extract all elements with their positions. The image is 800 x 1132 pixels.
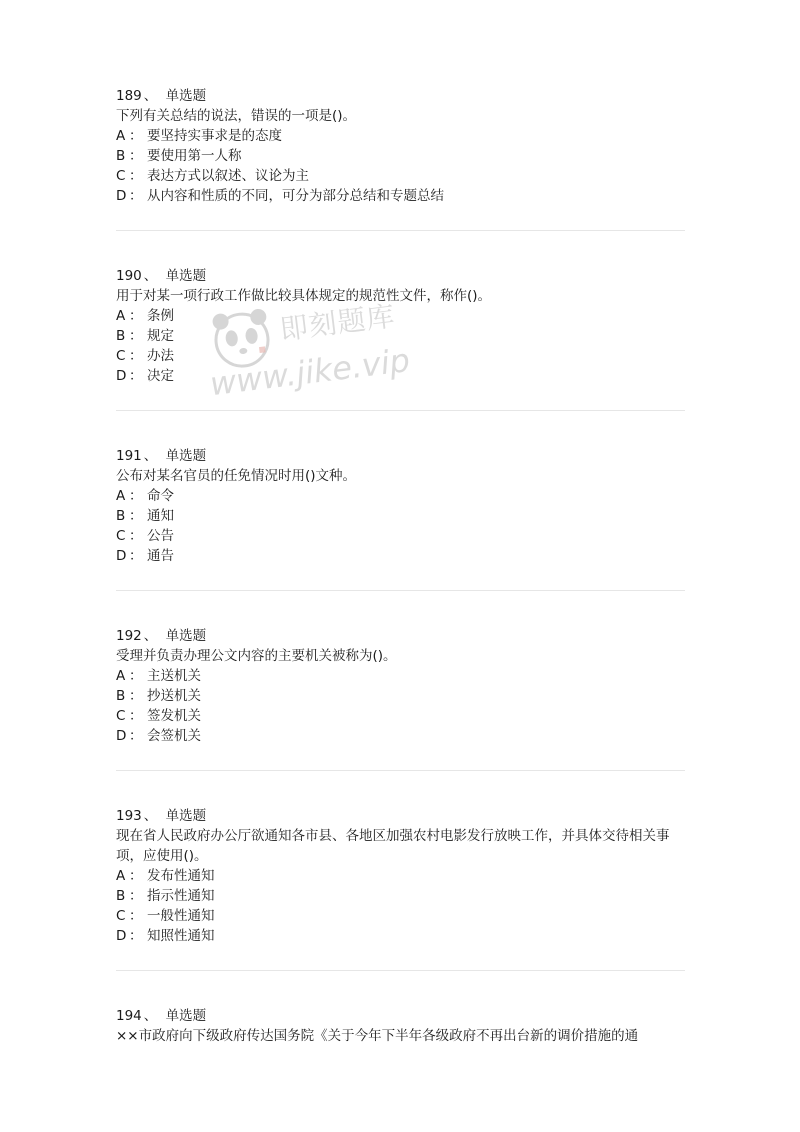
option-text: 通告	[147, 548, 174, 564]
option-a: A ： 条例	[116, 308, 174, 324]
question-190	[116, 266, 686, 386]
option-d: D ： 会签机关	[116, 728, 201, 744]
question-type: 单选题	[165, 628, 207, 644]
question-header	[116, 626, 206, 646]
question-number: 194	[116, 1008, 142, 1024]
question-header	[116, 806, 206, 826]
question-192	[116, 626, 686, 746]
option-c: C ： 一般性通知	[116, 908, 215, 924]
option-text: 公告	[147, 528, 174, 544]
option-c: C ： 公告	[116, 528, 174, 544]
option-b: B ： 抄送机关	[116, 688, 201, 704]
option-text: 要使用第一人称	[147, 148, 242, 164]
question-type: 单选题	[165, 88, 207, 104]
question-stem: 下列有关总结的说法，错误的一项是()。	[116, 108, 357, 124]
option-text: 抄送机关	[147, 688, 201, 704]
option-d: D ： 决定	[116, 368, 174, 384]
question-stem: 受理并负责办理公文内容的主要机关被称为()。	[116, 648, 397, 664]
question-number: 189	[116, 88, 142, 104]
question-divider	[116, 970, 685, 971]
option-text: 条例	[147, 308, 174, 324]
option-c: C ： 表达方式以叙述、议论为主	[116, 168, 309, 184]
option-d: D ： 知照性通知	[116, 928, 215, 944]
option-a: A ： 主送机关	[116, 668, 201, 684]
question-number: 190	[116, 268, 142, 284]
option-a: A ： 发布性通知	[116, 868, 215, 884]
option-text: 从内容和性质的不同，可分为部分总结和专题总结	[147, 188, 444, 204]
question-stem: 现在省人民政府办公厅欲通知各市县、各地区加强农村电影发行放映工作，并具体交待相关事项，应使用()。	[116, 828, 670, 864]
option-text: 表达方式以叙述、议论为主	[147, 168, 309, 184]
option-text: 通知	[147, 508, 174, 524]
question-stem: ××市政府向下级政府传达国务院《关于今年下半年各级政府不再出台新的调价措施的通	[116, 1028, 639, 1044]
question-stem: 用于对某一项行政工作做比较具体规定的规范性文件，称作()。	[116, 288, 492, 304]
question-separator: 、	[143, 808, 158, 824]
watermark-brand: 即刻题库	[278, 299, 398, 347]
option-a: A ： 要坚持实事求是的态度	[116, 128, 282, 144]
option-text: 主送机关	[147, 668, 201, 684]
option-a: A ： 命令	[116, 488, 174, 504]
question-number: 193	[116, 808, 142, 824]
option-text: 决定	[147, 368, 174, 384]
question-header	[116, 266, 206, 286]
option-text: 办法	[147, 348, 174, 364]
question-191	[116, 446, 686, 566]
question-number: 191	[116, 448, 142, 464]
question-type: 单选题	[165, 808, 207, 824]
question-divider	[116, 230, 685, 231]
question-separator: 、	[143, 268, 158, 284]
question-separator: 、	[143, 1008, 158, 1024]
option-text: 签发机关	[147, 708, 201, 724]
question-separator: 、	[143, 628, 158, 644]
option-b: B ： 规定	[116, 328, 174, 344]
question-type: 单选题	[165, 448, 207, 464]
option-d: D ： 通告	[116, 548, 174, 564]
question-189	[116, 86, 686, 206]
question-header	[116, 446, 206, 466]
question-header	[116, 1006, 206, 1026]
option-d: D ： 从内容和性质的不同，可分为部分总结和专题总结	[116, 188, 444, 204]
question-type: 单选题	[165, 268, 207, 284]
question-divider	[116, 410, 685, 411]
question-stem: 公布对某名官员的任免情况时用()文种。	[116, 468, 357, 484]
option-text: 命令	[147, 488, 174, 504]
option-c: C ： 签发机关	[116, 708, 201, 724]
option-text: 要坚持实事求是的态度	[147, 128, 282, 144]
option-text: 指示性通知	[147, 888, 215, 904]
option-text: 会签机关	[147, 728, 201, 744]
question-header	[116, 86, 206, 106]
question-separator: 、	[143, 448, 158, 464]
option-c: C ： 办法	[116, 348, 174, 364]
question-divider	[116, 590, 685, 591]
question-number: 192	[116, 628, 142, 644]
option-text: 规定	[147, 328, 174, 344]
question-194	[116, 1006, 686, 1046]
watermark-url: www.jike.vip	[207, 340, 412, 404]
question-divider	[116, 770, 685, 771]
option-b: B ： 要使用第一人称	[116, 148, 242, 164]
option-b: B ： 通知	[116, 508, 174, 524]
option-text: 发布性通知	[147, 868, 215, 884]
question-193	[116, 806, 686, 946]
option-text: 知照性通知	[147, 928, 215, 944]
option-b: B ： 指示性通知	[116, 888, 215, 904]
option-text: 一般性通知	[147, 908, 215, 924]
question-separator: 、	[143, 88, 158, 104]
question-type: 单选题	[165, 1008, 207, 1024]
